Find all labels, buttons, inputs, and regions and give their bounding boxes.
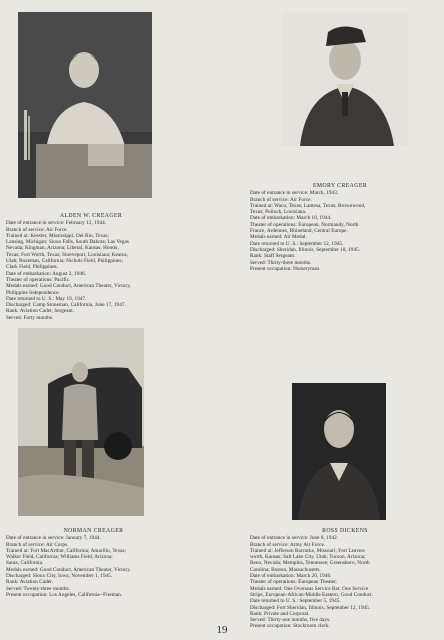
detail-line: Served: Twenty-three months.: [6, 585, 70, 592]
detail-line: Medals earned: Good Conduct, American Theater, Victory,: [6, 283, 131, 290]
entry-name: ALDEN W. CREAGER: [59, 213, 123, 219]
entry-norman-creager: [6, 528, 181, 598]
detail-line: Trained at: Waco, Texas; Lamesa, Texas; Brownwood,: [250, 202, 366, 209]
detail-line: Texas; Pollock, Louisiana.: [250, 209, 307, 216]
detail-line: Rank: Aviation Cadet, Sergeant.: [6, 308, 75, 315]
detail-line: Trained at: Fort MacArthur, California; Amarillo, Texas;: [6, 547, 127, 554]
entry-details: [6, 220, 176, 321]
photo-norman-creager: [18, 328, 144, 516]
detail-line: Branch of service: Army Air Force.: [250, 541, 326, 548]
detail-line: Walker Field, California; Williams Field, Arizona;: [6, 554, 113, 561]
detail-line: Served: Thirty-three months.: [250, 259, 312, 266]
detail-line: Branch of service: Air Force.: [6, 226, 68, 233]
detail-line: Present occupation: Los Angeles, California--Fireman.: [6, 591, 123, 598]
detail-line: Santa, California.: [6, 560, 44, 567]
detail-line: Utah; Bozeman, California; Nichols Field, Philippines;: [6, 258, 123, 265]
detail-line: Present occupation: Nurseryman.: [250, 265, 321, 272]
detail-line: Date returned to U. S.: September 12, 1945.: [250, 240, 344, 247]
detail-line: Discharged: Fort Sheridan, Illinois, September 12, 1945.: [250, 604, 371, 611]
detail-line: Date returned to U. S.: September 5, 1945.: [250, 598, 341, 605]
detail-line: Theater of operations: Pacific.: [6, 276, 71, 283]
photo-emory-creager: [282, 12, 408, 146]
entry-details: [6, 535, 181, 598]
entry-name: NORMAN CREAGER: [63, 528, 124, 534]
detail-line: Date of embarkation: March 20, 1946.: [250, 573, 332, 580]
detail-line: Served: Forty months.: [6, 314, 54, 321]
detail-line: Carolina; Boston, Massachusetts.: [250, 566, 321, 573]
detail-line: France, Ardennes, Rhineland, Central Europe.: [250, 228, 348, 235]
detail-line: Present occupation: Stockroom clerk.: [250, 623, 330, 630]
detail-line: Theater of operations: European Theater.: [250, 579, 338, 586]
detail-line: Medals earned: One Overseas Service Bar, One Service: [250, 585, 369, 592]
detail-line: Date of entrance in service: January 7, 1944.: [6, 535, 101, 542]
detail-line: Served: Thirty-one months, five days.: [250, 617, 331, 624]
detail-line: Date of entrance in service: June 8, 1942.: [250, 535, 339, 542]
detail-line: Discharged: Camp Stoneman, California, June 17, 1947.: [6, 302, 126, 309]
detail-line: Reno, Nevada; Memphis, Tennessee; Greensboro, North: [250, 560, 370, 567]
detail-line: Theater of operations: European, Normandy, North: [250, 221, 359, 228]
detail-line: Trained at: Keesler, Mississippi; Del Rio, Texas;: [6, 232, 110, 239]
detail-line: Medals earned: Air Medal.: [250, 234, 307, 241]
entry-emory-creager: [250, 183, 430, 272]
detail-line: Discharged: Sioux City, Iowa, November 1, 1945.: [6, 573, 113, 580]
detail-line: Clark Field, Philippines.: [6, 264, 58, 271]
photo-ross-dickens: [292, 383, 386, 520]
photo-alden-creager: [18, 12, 152, 198]
detail-line: Lansing, Michigan; Sioux Falls, South Dakota; Las Vegas: [6, 239, 129, 246]
detail-line: Trained at: Jefferson Barracks, Missouri; Fort Leaven-: [250, 547, 366, 554]
detail-line: Nevada; Kingman, Arizona; Liberal, Kansas; Hondo,: [6, 245, 119, 252]
detail-line: worth, Kansas; Salt Lake City, Utah; Tucson, Arizona;: [250, 554, 366, 561]
detail-line: Philippine Independence.: [6, 289, 60, 296]
page-number: 19: [216, 624, 228, 636]
detail-line: Texas; Fort Worth, Texas; Shreveport, Louisiana; Kearns,: [6, 251, 129, 258]
detail-line: Date returned to U. S.: May 19, 1947.: [6, 295, 87, 302]
detail-line: Rank: Private and Corporal.: [250, 610, 310, 617]
detail-line: Date of embarkation: March 10, 1944.: [250, 215, 332, 222]
detail-line: Date of entrance in service: March, 1943.: [250, 190, 339, 197]
detail-line: Branch of service: Air Corps.: [6, 541, 69, 548]
detail-line: Date of embarkation: August 2, 1946.: [6, 270, 87, 277]
detail-line: Medals earned: Good Conduct, American Theater, Victory.: [6, 566, 131, 573]
entry-details: [250, 535, 440, 629]
entry-alden-creager: [6, 213, 176, 321]
detail-line: Branch of service: Air Force.: [250, 196, 312, 203]
entry-name: ROSS DICKENS: [322, 528, 368, 534]
detail-line: Rank: Staff Sergeant.: [250, 253, 296, 260]
entry-details: [250, 190, 430, 272]
entry-ross-dickens: [250, 528, 440, 630]
detail-line: Date of entrance in service: February 12, 1944.: [6, 220, 107, 227]
detail-line: Rank: Aviation Cadet.: [6, 579, 53, 586]
detail-line: Discharged: Sheridan, Illinois, September 18, 1945.: [250, 246, 361, 253]
entry-name: EMORY CREAGER: [312, 183, 368, 189]
detail-line: Stripe, European-African-Middle Eastern, Good Conduct.: [250, 591, 373, 598]
